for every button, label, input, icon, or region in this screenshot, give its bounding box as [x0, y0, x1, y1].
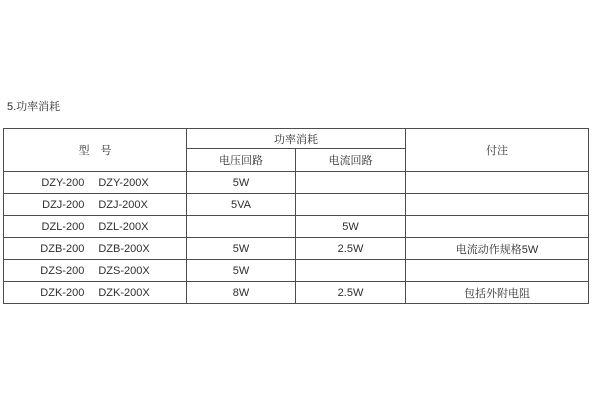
table-row [4, 238, 589, 260]
table-row [4, 282, 589, 304]
note-cell [406, 194, 589, 216]
model-cell [4, 216, 187, 238]
model-variant: DZJ-200X [98, 198, 148, 211]
model-pair [40, 287, 149, 299]
model-cell [4, 260, 187, 282]
model-primary: DZL-200 [41, 220, 85, 233]
model-primary: DZK-200 [40, 286, 85, 299]
model-primary: DZJ-200 [42, 198, 85, 211]
model-primary: DZS-200 [40, 264, 85, 277]
note-cell: 包括外附电阻 [406, 282, 589, 304]
power-consumption-table [3, 128, 589, 304]
voltage-value: 5W [187, 172, 296, 194]
note-cell [406, 216, 589, 238]
table-header-row-1 [4, 129, 589, 149]
model-pair [40, 265, 149, 277]
model-variant: DZY-200X [98, 176, 149, 189]
section-title: 5.功率消耗 [7, 101, 61, 113]
model-cell [4, 194, 187, 216]
model-primary: DZY-200 [41, 176, 85, 189]
col-header-power-group: 功率消耗 [187, 129, 406, 149]
col-header-notes: 付注 [406, 129, 589, 172]
model-cell [4, 172, 187, 194]
voltage-value: 5W [187, 260, 296, 282]
model-variant: DZL-200X [98, 220, 149, 233]
current-value [296, 260, 406, 282]
current-value [296, 194, 406, 216]
note-cell [406, 260, 589, 282]
model-pair [42, 221, 149, 233]
model-variant: DZB-200X [98, 242, 150, 255]
current-value: 5W [296, 216, 406, 238]
model-cell [4, 238, 187, 260]
model-pair [40, 243, 149, 255]
current-value: 2.5W [296, 238, 406, 260]
col-header-model: 型 号 [4, 129, 187, 172]
note-cell [406, 172, 589, 194]
table-row [4, 216, 589, 238]
table-row [4, 172, 589, 194]
note-cell: 电流动作规格5W [406, 238, 589, 260]
model-pair [42, 199, 148, 211]
current-value [296, 172, 406, 194]
table-row [4, 260, 589, 282]
model-cell [4, 282, 187, 304]
model-pair [41, 177, 148, 189]
voltage-value: 8W [187, 282, 296, 304]
voltage-value: 5VA [187, 194, 296, 216]
voltage-value [187, 216, 296, 238]
model-primary: DZB-200 [40, 242, 85, 255]
model-variant: DZK-200X [98, 286, 150, 299]
current-value: 2.5W [296, 282, 406, 304]
col-header-voltage-circuit: 电压回路 [187, 149, 296, 172]
voltage-value: 5W [187, 238, 296, 260]
table-row [4, 194, 589, 216]
col-header-current-circuit: 电流回路 [296, 149, 406, 172]
model-variant: DZS-200X [98, 264, 150, 277]
